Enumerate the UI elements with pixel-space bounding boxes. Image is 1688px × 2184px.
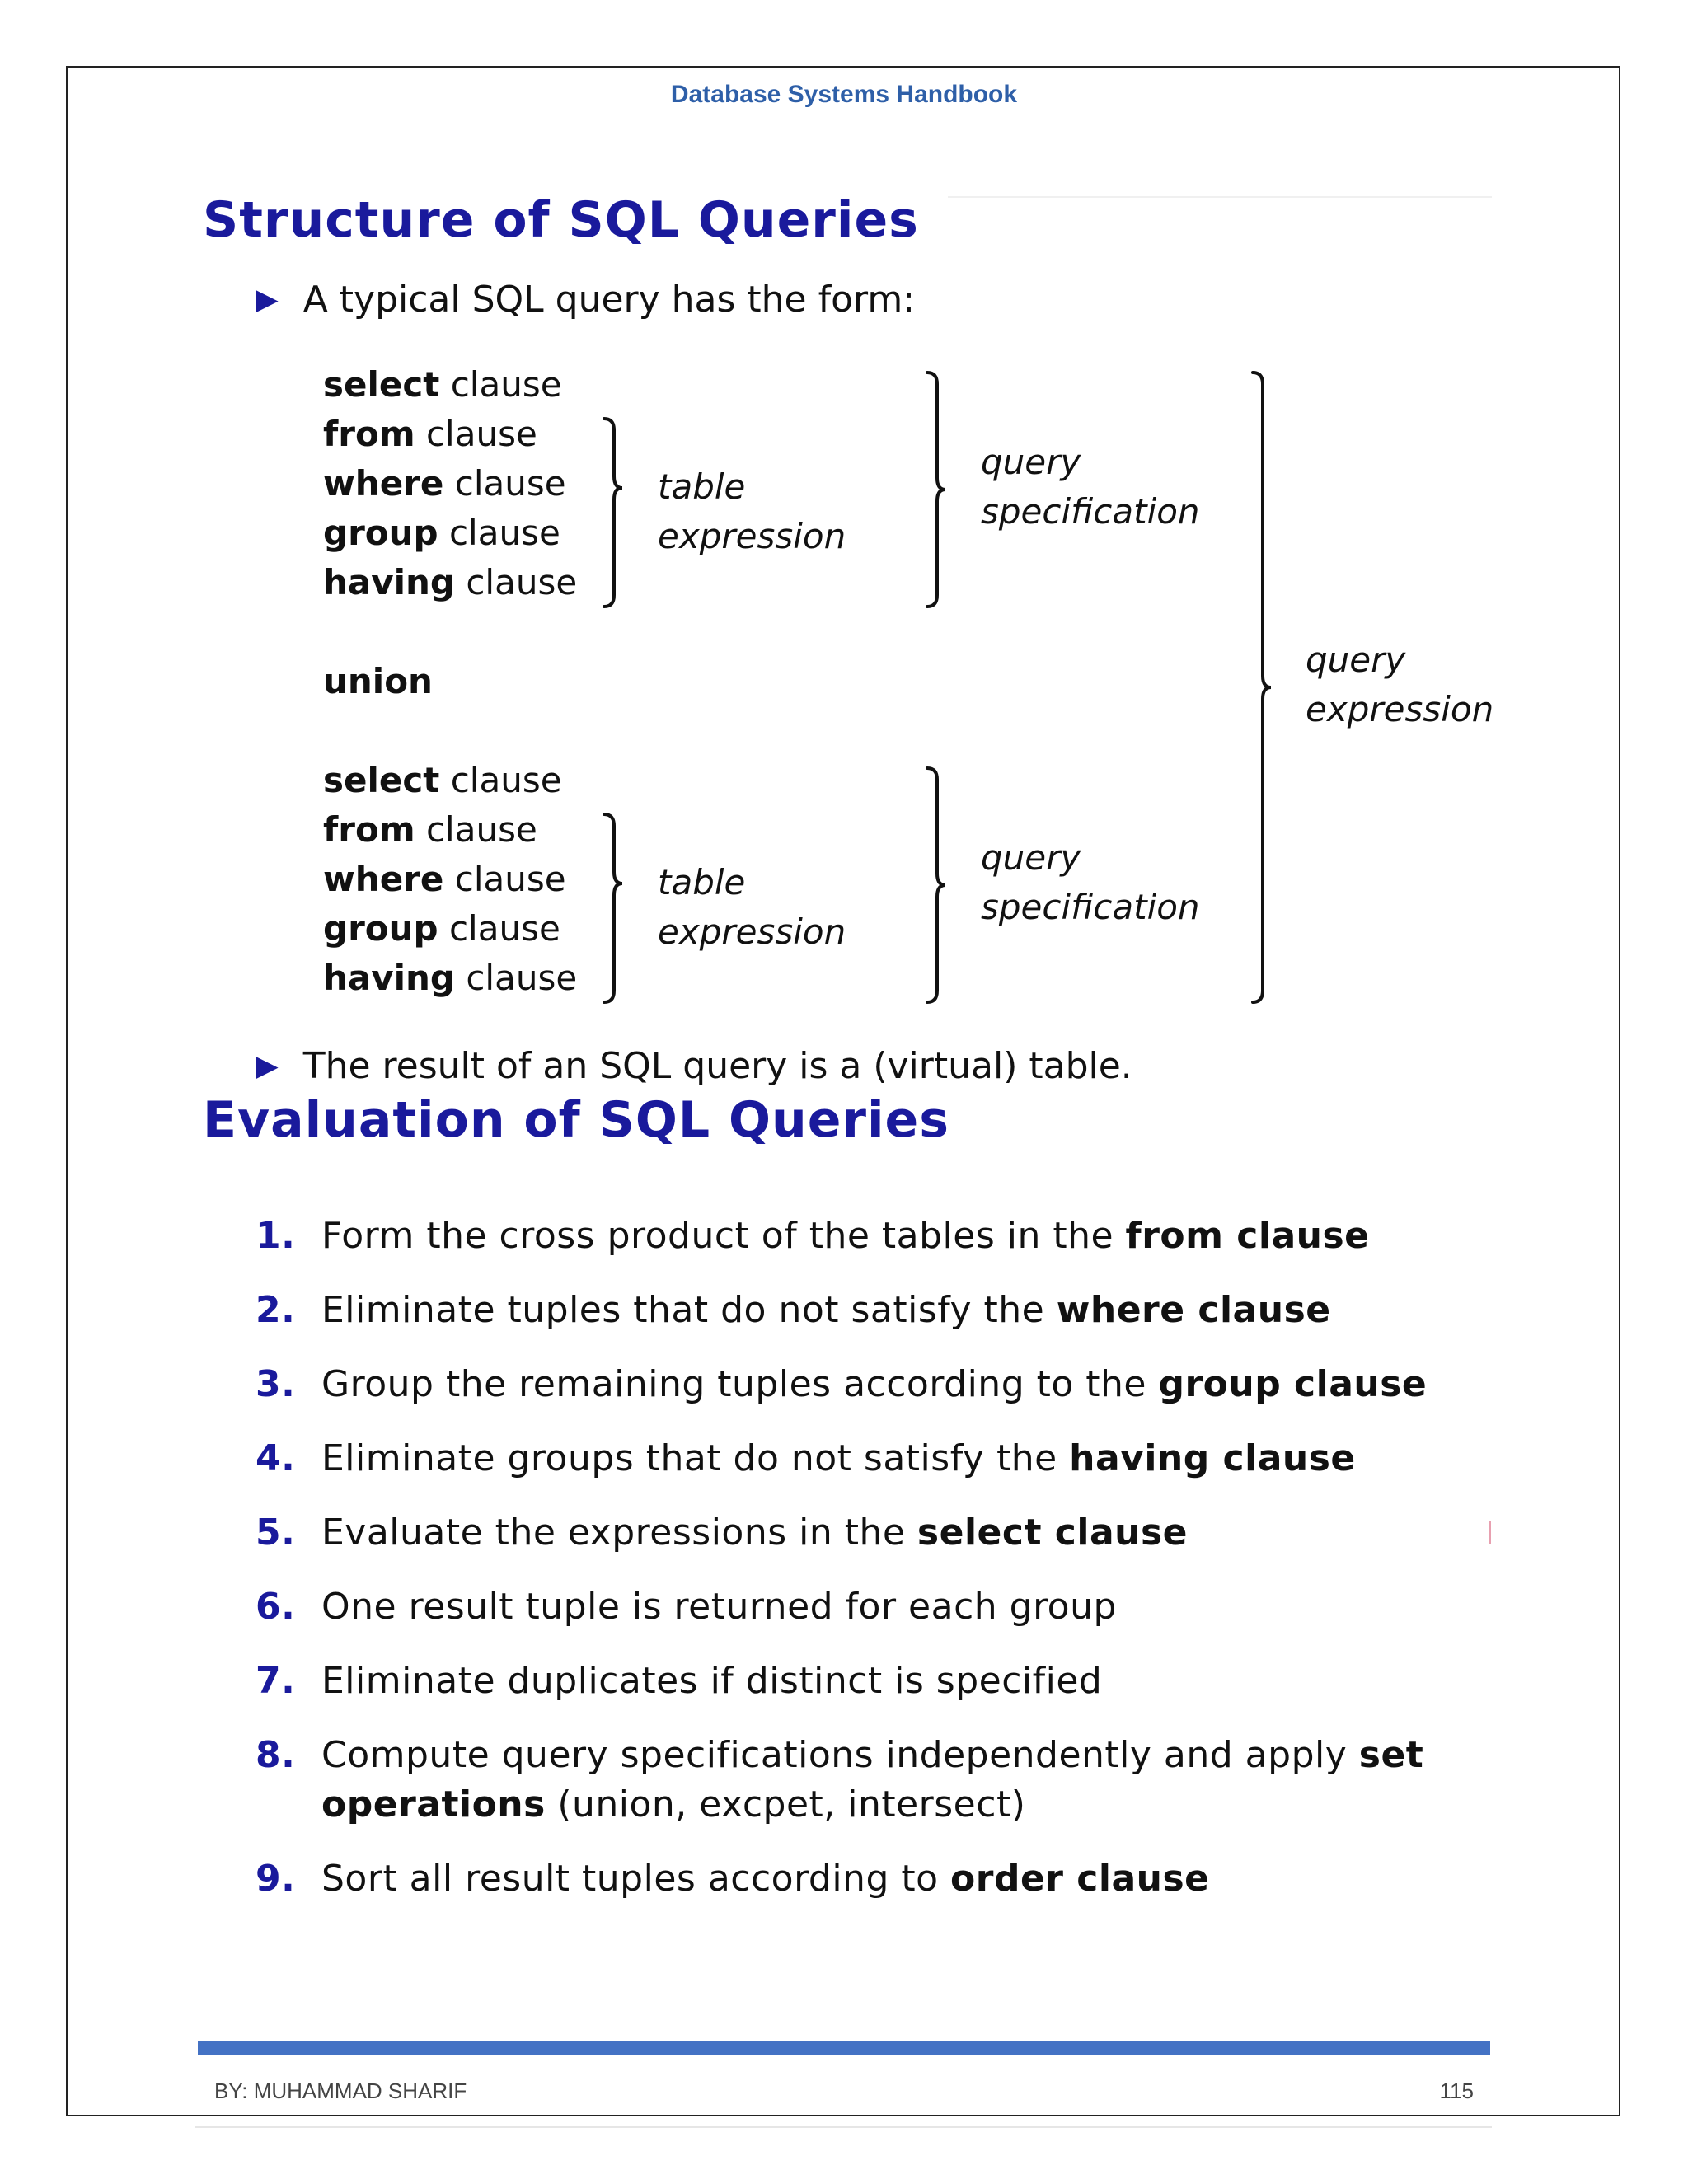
- bullet-triangle-icon: ▶: [256, 283, 279, 316]
- bullet-intro-text: A typical SQL query has the form:: [302, 279, 916, 321]
- list-item: [256, 1731, 1508, 1830]
- margin-mark: [1489, 1521, 1491, 1544]
- label-query-spec-a: query: [981, 442, 1081, 482]
- label-specification-b: specification: [981, 887, 1200, 927]
- footer-author: BY: MUHAMMAD SHARIF: [214, 2079, 467, 2103]
- list-item: [256, 1360, 1508, 1409]
- step-text: Form the cross product of the tables in the: [321, 1215, 1126, 1257]
- step-bold: set operations: [321, 1734, 1424, 1825]
- list-item: [256, 1582, 1508, 1632]
- step-text: Eliminate groups that do not satisfy the: [321, 1437, 1070, 1479]
- step-bold: from clause: [1125, 1215, 1370, 1257]
- kw-clause: clause: [450, 760, 562, 800]
- kw-group: group: [323, 513, 438, 553]
- section-title-structure: Structure of SQL Queries: [203, 191, 919, 249]
- label-specification-a: specification: [981, 491, 1200, 532]
- step-number: 7.: [256, 1660, 296, 1702]
- kw-clause: clause: [466, 562, 578, 602]
- bullet-result: [256, 1045, 1132, 1087]
- step-number: 6.: [256, 1586, 296, 1628]
- step-text: Eliminate duplicates if distinct is specified: [321, 1660, 1103, 1702]
- kw-having: having: [323, 958, 455, 998]
- brace-table-expression-1: [604, 419, 622, 607]
- list-item: [256, 1854, 1508, 1904]
- step-bold: select clause: [917, 1511, 1189, 1554]
- kw-clause: clause: [454, 859, 566, 899]
- kw-where: where: [323, 859, 444, 899]
- section-title-evaluation: Evaluation of SQL Queries: [203, 1091, 950, 1149]
- step-bold: group clause: [1158, 1363, 1428, 1405]
- kw-clause: clause: [454, 463, 566, 504]
- bottom-rule: [195, 2126, 1492, 2128]
- step-number: 1.: [256, 1215, 296, 1257]
- footer-bar: [198, 2041, 1490, 2055]
- step-text: Compute query specifications independently and apply: [321, 1734, 1359, 1776]
- step-after: (union, excpet, intersect): [545, 1783, 1026, 1825]
- step-number: 8.: [256, 1734, 296, 1776]
- label-table-2: table: [658, 862, 746, 902]
- kw-clause: clause: [450, 364, 562, 405]
- kw-group: group: [323, 908, 438, 949]
- brace-table-expression-2: [604, 814, 622, 1002]
- kw-clause: clause: [448, 908, 560, 949]
- step-text: Group the remaining tuples according to the: [321, 1363, 1159, 1405]
- kw-from: from: [323, 414, 415, 454]
- brace-query-spec-2: [927, 768, 945, 1002]
- kw-union: union: [323, 661, 433, 701]
- list-item: [256, 1508, 1508, 1558]
- label-query-expr: query: [1306, 640, 1406, 680]
- label-expression-2: expression: [658, 912, 846, 952]
- step-number: 2.: [256, 1289, 296, 1331]
- kw-select: select: [323, 364, 440, 405]
- step-text: Evaluate the expressions in the: [321, 1511, 917, 1554]
- label-expression-1: expression: [658, 516, 846, 556]
- page-number: 115: [1439, 2079, 1474, 2103]
- bullet-result-text: The result of an SQL query is a (virtual) table.: [302, 1045, 1132, 1087]
- evaluation-steps-list: [256, 1212, 1508, 1929]
- list-item: [256, 1434, 1508, 1483]
- kw-clause: clause: [448, 513, 560, 553]
- step-number: 4.: [256, 1437, 296, 1479]
- list-item: [256, 1286, 1508, 1335]
- kw-where: where: [323, 463, 444, 504]
- brace-query-expression: [1253, 373, 1271, 1002]
- list-item: [256, 1212, 1508, 1261]
- label-query-spec-b: query: [981, 837, 1081, 878]
- kw-clause: clause: [466, 958, 578, 998]
- step-text: Eliminate tuples that do not satisfy the: [321, 1289, 1057, 1331]
- list-item: [256, 1657, 1508, 1706]
- step-bold: order clause: [950, 1858, 1210, 1900]
- kw-from: from: [323, 809, 415, 850]
- kw-select: select: [323, 760, 440, 800]
- step-text: Sort all result tuples according to: [321, 1858, 951, 1900]
- kw-clause: clause: [425, 414, 537, 454]
- step-bold: having clause: [1069, 1437, 1356, 1479]
- step-number: 5.: [256, 1511, 296, 1554]
- kw-having: having: [323, 562, 455, 602]
- step-number: 9.: [256, 1858, 296, 1900]
- step-bold: where clause: [1056, 1289, 1331, 1331]
- step-number: 3.: [256, 1363, 296, 1405]
- running-header: Database Systems Handbook: [670, 81, 1018, 108]
- kw-clause: clause: [425, 809, 537, 850]
- bullet-triangle-icon: ▶: [256, 1049, 279, 1083]
- brace-query-spec-1: [927, 373, 945, 607]
- label-table-1: table: [658, 466, 746, 507]
- label-expression-expr: expression: [1306, 689, 1494, 729]
- step-text: One result tuple is returned for each group: [321, 1586, 1117, 1628]
